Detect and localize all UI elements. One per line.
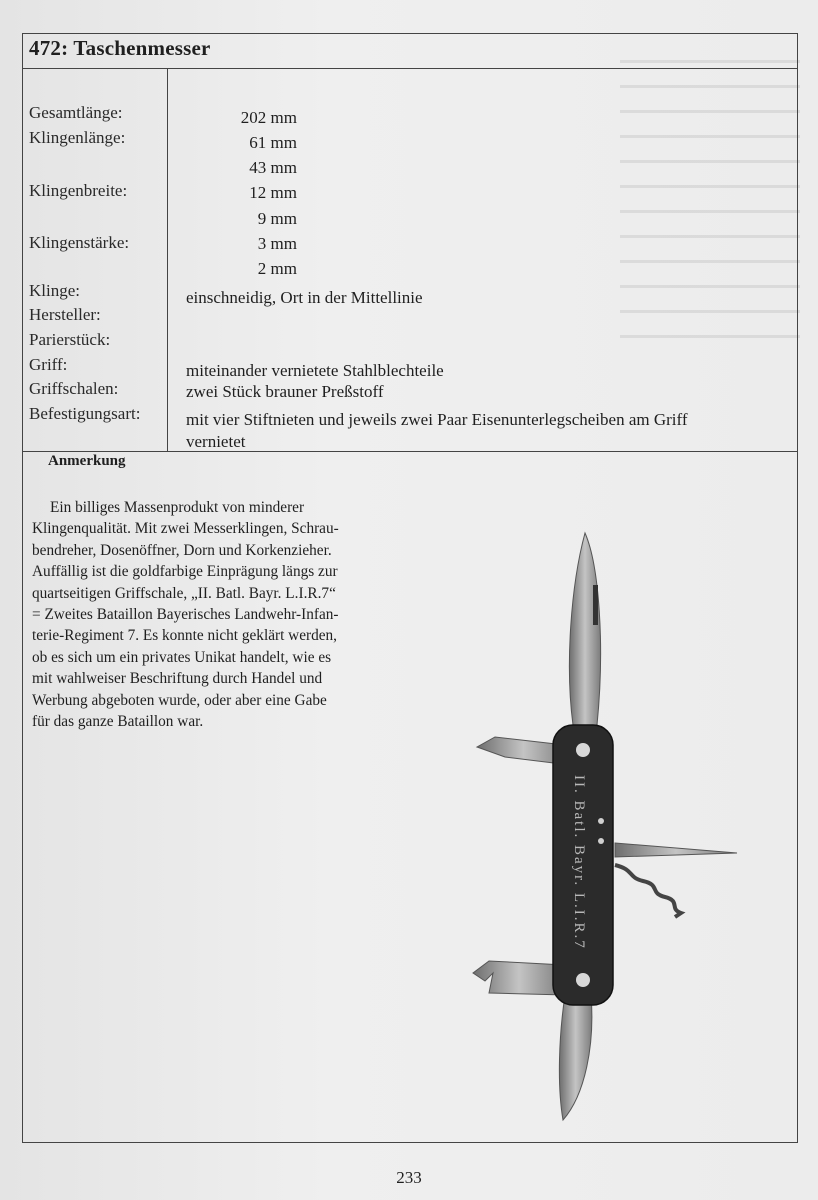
value-befestigungsart-1: mit vier Stiftnieten und jeweils zwei Paar Eisenunterlegscheiben am Griff: [186, 410, 688, 429]
blade-notch: [593, 585, 598, 625]
note-heading: Anmerkung: [48, 453, 126, 469]
label-klingenlaenge: Klingenlänge:: [29, 128, 126, 147]
label-gesamtlaenge: Gesamtlänge:: [29, 103, 123, 122]
note-line: mit wahlweiser Beschriftung durch Handel und: [32, 670, 323, 688]
pocket-knife-photo: [465, 525, 745, 1125]
value-griff: miteinander vernietete Stahlblechteile: [186, 361, 444, 380]
value-klingenstaerke-1: 3 mm: [257, 234, 297, 253]
label-parierstueck: Parierstück:: [29, 330, 111, 349]
rivet: [598, 818, 604, 824]
label-griff: Griff:: [29, 355, 68, 374]
corkscrew: [615, 865, 681, 917]
can-opener-tool: [473, 961, 565, 995]
value-klingenlaenge-2: 43 mm: [249, 158, 297, 177]
label-befestigungsart: Befestigungsart:: [29, 404, 141, 423]
awl-tool: [615, 843, 737, 857]
large-blade: [569, 533, 600, 725]
note-line: für das ganze Bataillon war.: [32, 713, 204, 731]
small-blade: [559, 995, 591, 1120]
label-griffschalen: Griffschalen:: [29, 379, 119, 398]
value-gesamtlaenge: 202 mm: [240, 108, 297, 127]
value-klingenbreite-2: 9 mm: [257, 209, 297, 228]
page-number: 233: [396, 1168, 422, 1187]
rivet: [576, 973, 590, 987]
label-hersteller: Hersteller:: [29, 305, 101, 324]
rivet: [598, 838, 604, 844]
value-klinge: einschneidig, Ort in der Mittellinie: [186, 288, 423, 307]
value-griffschalen: zwei Stück brauner Preßstoff: [186, 382, 384, 401]
note-line: quartseitigen Griffschale, „II. Batl. Bayr. L.I.R.7“: [32, 584, 336, 602]
value-klingenstaerke-2: 2 mm: [257, 259, 297, 278]
note-line: terie-Regiment 7. Es konnte nicht geklärt werden,: [32, 627, 337, 645]
label-klingenstaerke: Klingenstärke:: [29, 233, 130, 252]
note-line: Auffällig ist die goldfarbige Einprägung längs zur: [32, 563, 338, 581]
value-klingenlaenge-1: 61 mm: [249, 133, 297, 152]
label-klinge: Klinge:: [29, 281, 80, 300]
note-line: ob es sich um ein privates Unikat handelt, wie es: [32, 648, 332, 666]
note-line: Werbung abgeboten wurde, oder aber eine Gabe: [32, 691, 327, 709]
spec-table: [23, 68, 797, 452]
label-klingenbreite: Klingenbreite:: [29, 181, 128, 200]
note-line: = Zweites Bataillon Bayerisches Landwehr-Infan-: [32, 606, 339, 624]
note-body: [32, 497, 394, 732]
entry-title: 472: Taschenmesser: [29, 36, 211, 60]
value-befestigungsart-2: vernietet: [186, 432, 246, 451]
handle-engraving: II. Batl. Bayr. L.I.R.7: [571, 775, 587, 950]
value-klingenbreite-1: 12 mm: [249, 183, 297, 202]
note-line: Ein billiges Massenprodukt von minderer: [50, 499, 305, 516]
rivet: [576, 743, 590, 757]
note-line: bendreher, Dosenöffner, Dorn und Korkenzieher.: [32, 541, 332, 559]
note-line: Klingenqualität. Mit zwei Messerklingen, Schrau-: [32, 520, 339, 538]
title-row: [23, 34, 797, 69]
